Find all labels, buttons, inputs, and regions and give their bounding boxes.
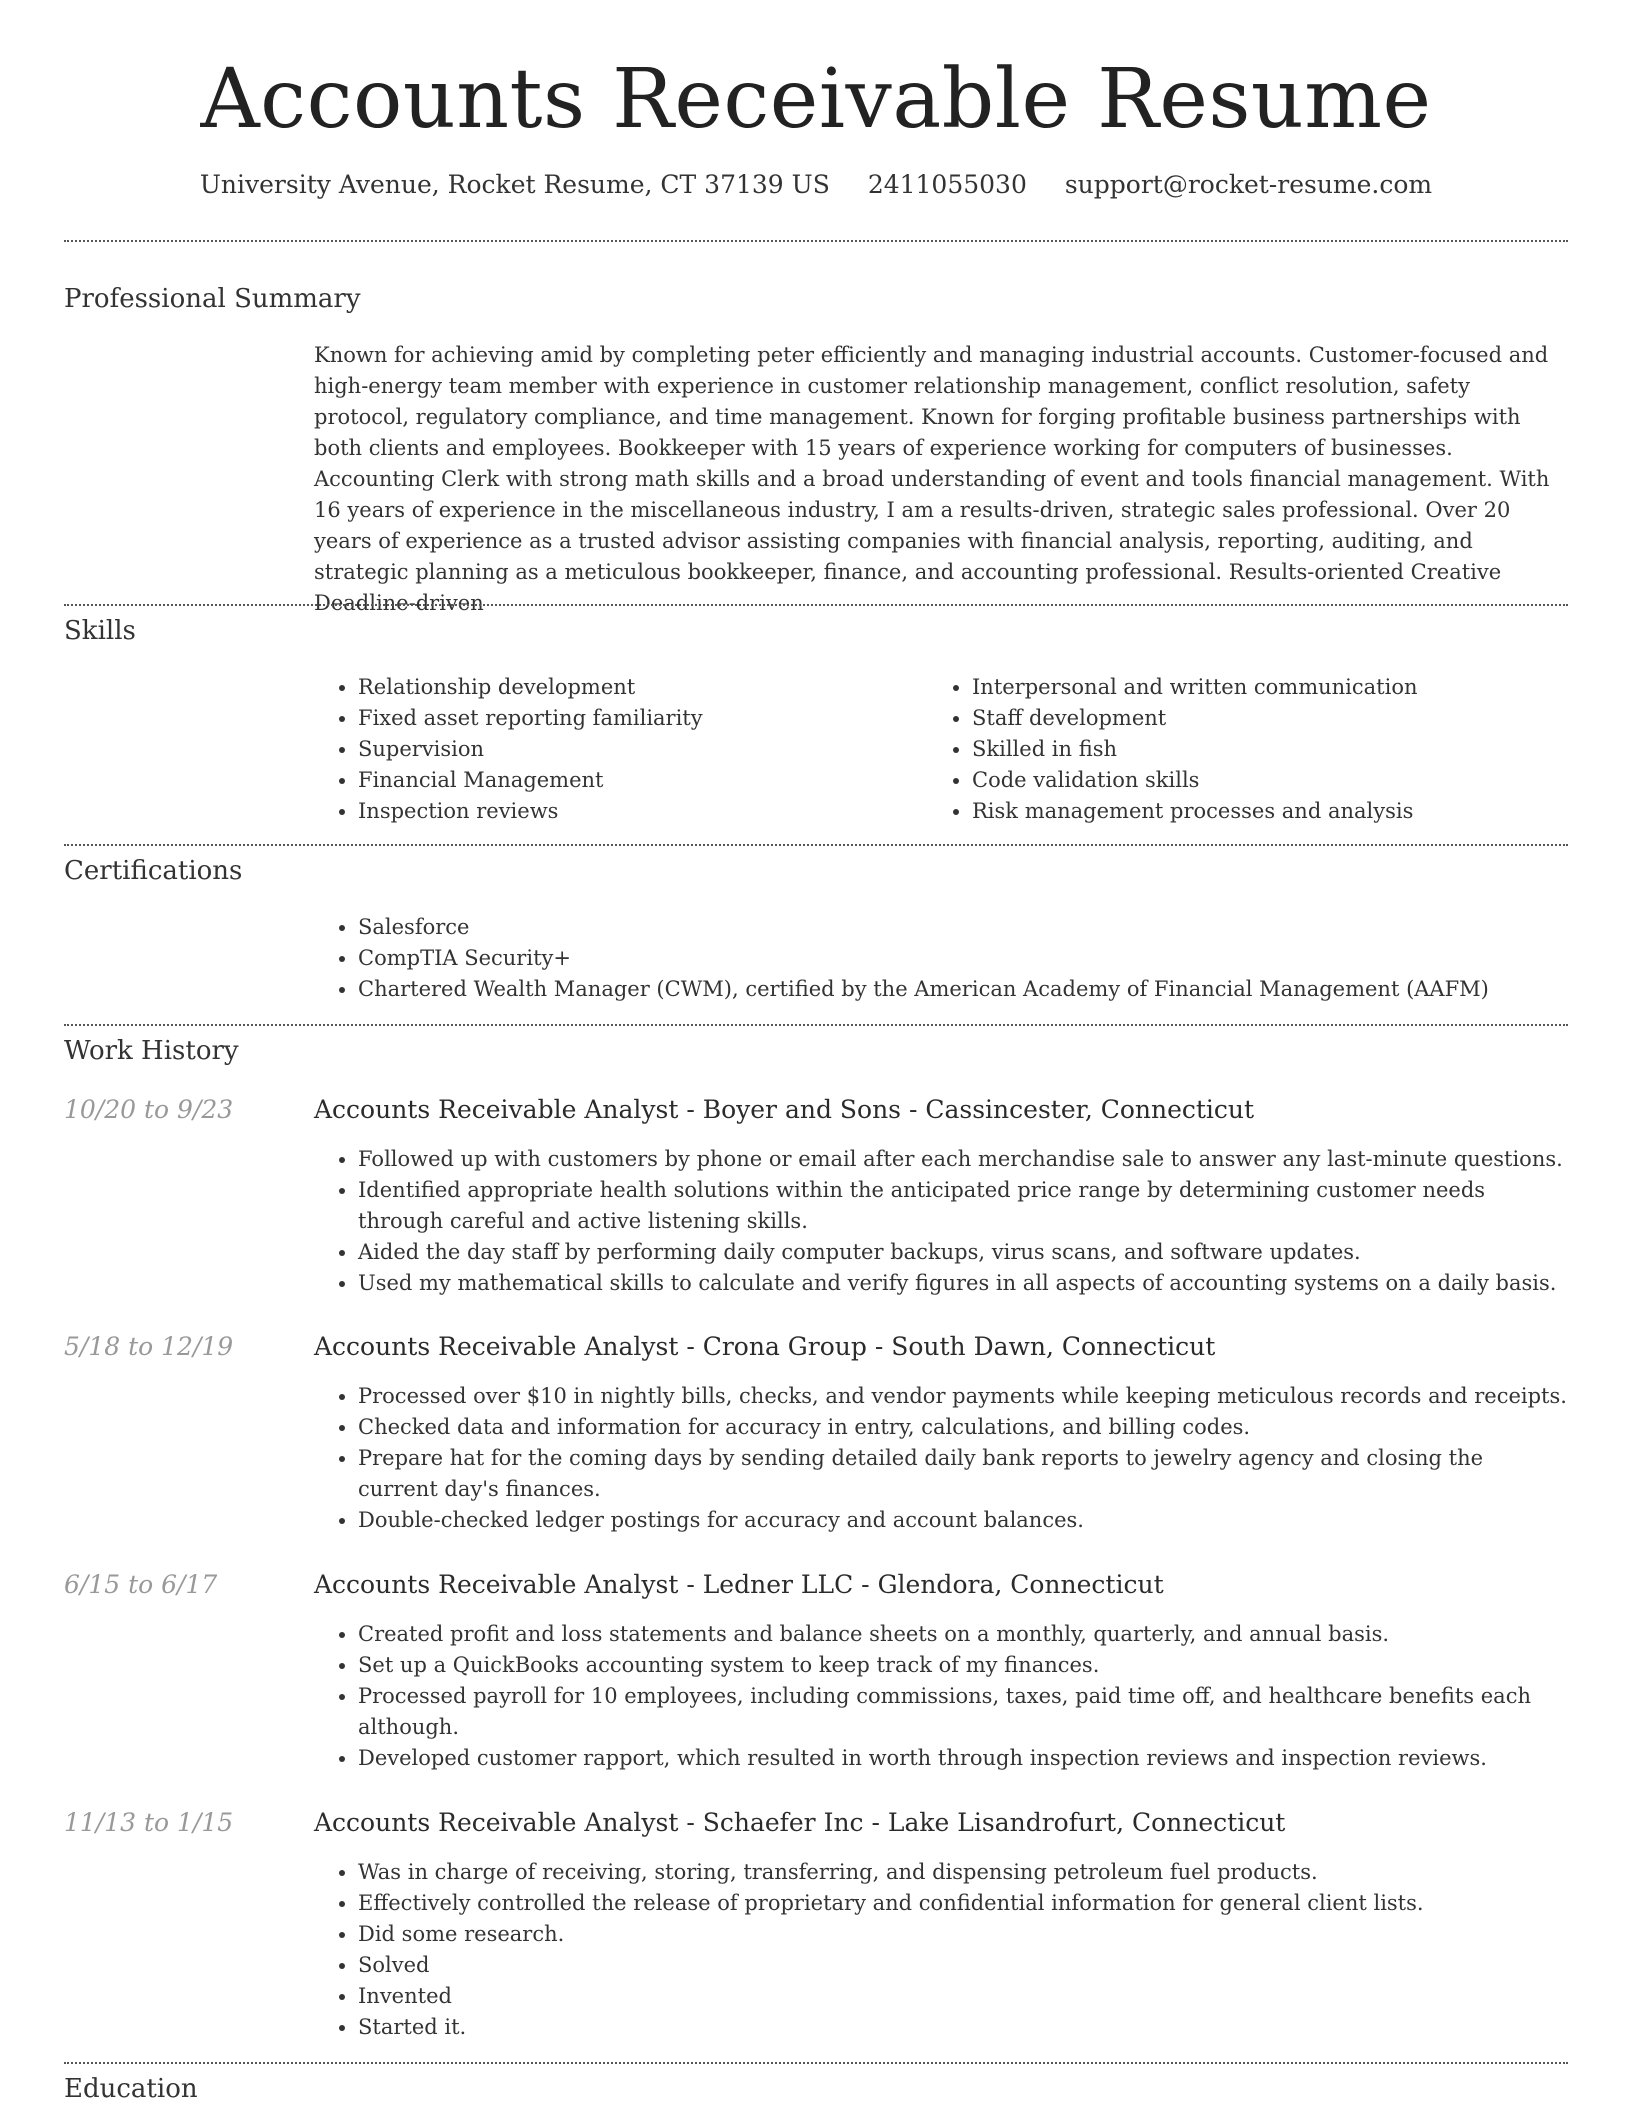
job-bullet: • Started it. — [358, 2012, 1568, 2043]
job-bullet: • Did some research. — [358, 1919, 1568, 1950]
skills-right-column — [928, 672, 1528, 827]
job-bullet: • Identified appropriate health solutions within the anticipated price range by determining customer needs through careful and active listening skills. — [358, 1175, 1568, 1237]
job-bullets — [314, 1381, 1568, 1536]
job-bullets — [314, 1144, 1568, 1299]
section-title-work-history: Work History — [64, 1036, 239, 1066]
job-bullet: • Effectively controlled the release of proprietary and confidential information for general client lists. — [358, 1888, 1568, 1919]
job-bullet: • Processed over $10 in nightly bills, checks, and vendor payments while keeping meticulous records and receipts. — [358, 1381, 1568, 1412]
job-bullet: • Was in charge of receiving, storing, transferring, and dispensing petroleum fuel products. — [358, 1857, 1568, 1888]
divider — [64, 2062, 1568, 2064]
job-bullet: • Processed payroll for 10 employees, including commissions, taxes, paid time off, and healthcare benefits each although. — [358, 1681, 1568, 1743]
skill-item: • Financial Management — [358, 765, 914, 796]
job-title: Accounts Receivable Analyst - Boyer and Sons - Cassincester, Connecticut — [314, 1095, 1255, 1124]
job-dates: 11/13 to 1/15 — [64, 1808, 234, 1837]
section-title-certifications: Certifications — [64, 856, 243, 886]
skills-left-column — [314, 672, 914, 827]
job-bullet: • Checked data and information for accuracy in entry, calculations, and billing codes. — [358, 1412, 1568, 1443]
job-bullet: • Aided the day staff by performing daily computer backups, virus scans, and software updates. — [358, 1237, 1568, 1268]
skill-item: • Relationship development — [358, 672, 914, 703]
certification-item: • Salesforce — [358, 912, 1568, 943]
skill-item: • Skilled in fish — [972, 734, 1528, 765]
skill-item: • Code validation skills — [972, 765, 1528, 796]
job-dates: 6/15 to 6/17 — [64, 1570, 218, 1599]
summary-text: Known for achieving amid by completing peter efficiently and managing industrial accounts. Customer-focused and high-energy team member with experience in customer relationship management, conflict resolution, safety protocol, regulatory compliance, and time management. Known for forging profitable business partnerships with both clients and employees. Bookkeeper with 15 years of experience working for computers of businesses. Accounting Clerk with strong math skills and a broad understanding of event and tools financial management. With 16 years of experience in the miscellaneous industry, I am a results-driven, strategic sales professional. Over 20 years of experience as a trusted advisor assisting companies with financial analysis, reporting, auditing, and strategic planning as a meticulous bookkeeper, finance, and accounting professional. Results-oriented Creative Deadline-driven — [314, 343, 1550, 615]
skill-item: • Inspection reviews — [358, 796, 914, 827]
divider — [64, 240, 1568, 242]
certification-item: • Chartered Wealth Manager (CWM), certified by the American Academy of Financial Management (AAFM) — [358, 974, 1568, 1005]
skill-item: • Risk management processes and analysis — [972, 796, 1528, 827]
section-title-skills: Skills — [64, 616, 136, 646]
job-bullet: • Developed customer rapport, which resulted in worth through inspection reviews and inspection reviews. — [358, 1743, 1568, 1774]
contact-email: support@rocket-resume.com — [1064, 170, 1433, 199]
job-bullets — [314, 1619, 1568, 1774]
skill-item: • Fixed asset reporting familiarity — [358, 703, 914, 734]
job-dates: 5/18 to 12/19 — [64, 1332, 234, 1361]
section-title-summary: Professional Summary — [64, 284, 361, 314]
divider — [64, 844, 1568, 846]
skill-item: • Supervision — [358, 734, 914, 765]
divider — [64, 1024, 1568, 1026]
section-title-education: Education — [64, 2074, 198, 2104]
certifications-list — [314, 912, 1568, 1005]
contact-line — [0, 168, 1632, 202]
job-bullet: • Followed up with customers by phone or email after each merchandise sale to answer any last-minute questions. — [358, 1144, 1568, 1175]
job-bullet: • Created profit and loss statements and balance sheets on a monthly, quarterly, and annual basis. — [358, 1619, 1568, 1650]
job-bullet: • Invented — [358, 1981, 1568, 2012]
divider — [64, 604, 1568, 606]
job-bullet: • Set up a QuickBooks accounting system to keep track of my finances. — [358, 1650, 1568, 1681]
skill-item: • Interpersonal and written communication — [972, 672, 1528, 703]
job-title: Accounts Receivable Analyst - Crona Group - South Dawn, Connecticut — [314, 1332, 1216, 1361]
job-dates: 10/20 to 9/23 — [64, 1095, 234, 1124]
skill-item: • Staff development — [972, 703, 1528, 734]
certification-item: • CompTIA Security+ — [358, 943, 1568, 974]
contact-phone: 2411055030 — [867, 170, 1027, 199]
job-bullets — [314, 1857, 1568, 2043]
job-bullet: • Solved — [358, 1950, 1568, 1981]
job-title: Accounts Receivable Analyst - Schaefer Inc - Lake Lisandrofurt, Connecticut — [314, 1808, 1286, 1837]
job-bullet: • Double-checked ledger postings for accuracy and account balances. — [358, 1505, 1568, 1536]
job-bullet: • Prepare hat for the coming days by sending detailed daily bank reports to jewelry agency and closing the current day's finances. — [358, 1443, 1568, 1505]
contact-address: University Avenue, Rocket Resume, CT 37139 US — [199, 170, 830, 199]
resume-title: Accounts Receivable Resume — [200, 52, 1432, 147]
job-title: Accounts Receivable Analyst - Ledner LLC - Glendora, Connecticut — [314, 1570, 1164, 1599]
job-bullet: • Used my mathematical skills to calculate and verify figures in all aspects of accounting systems on a daily basis. — [358, 1268, 1568, 1299]
